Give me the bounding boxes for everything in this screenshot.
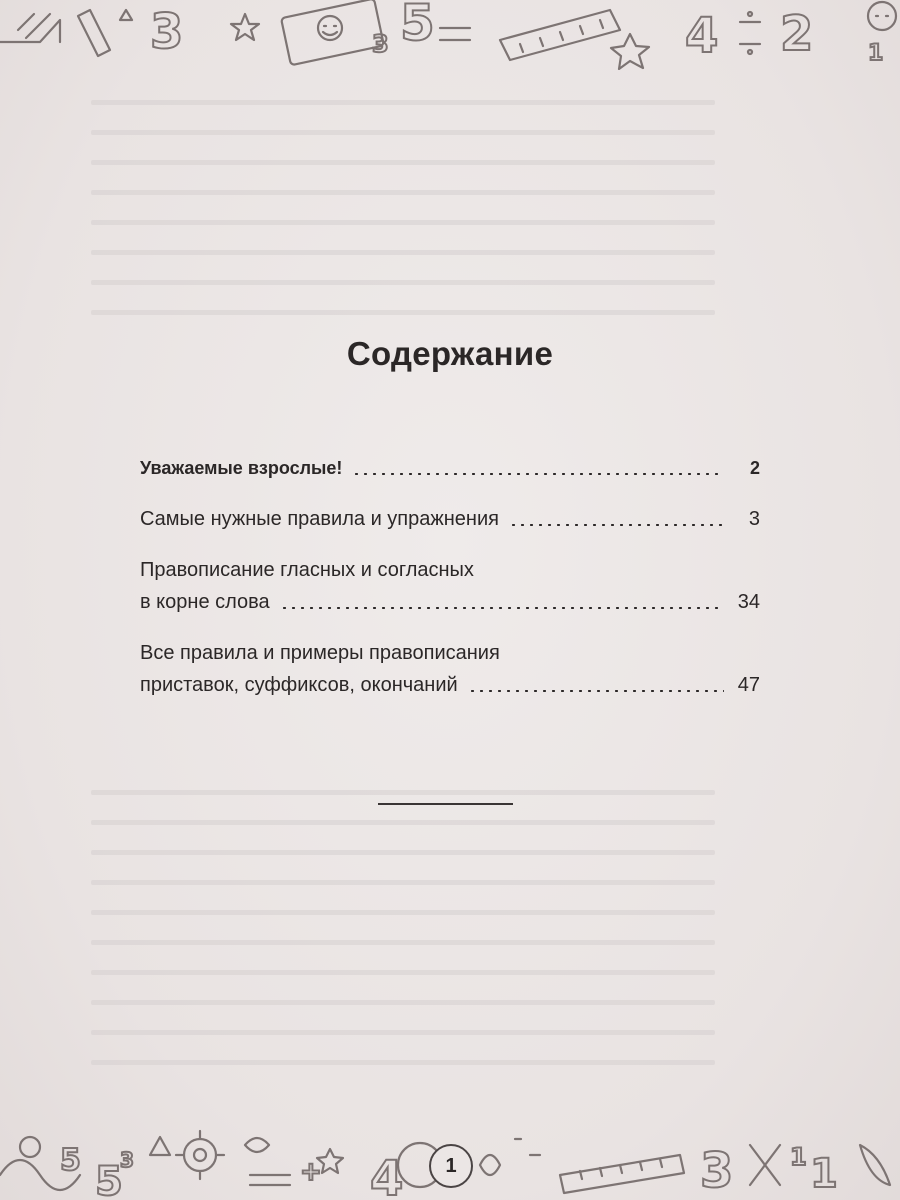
divider-rule xyxy=(378,803,513,805)
page-title: Содержание xyxy=(346,335,554,372)
ghost-line xyxy=(91,1030,715,1035)
svg-text:5: 5 xyxy=(400,0,435,52)
svg-text:4: 4 xyxy=(685,8,719,64)
svg-text:+: + xyxy=(300,1157,322,1187)
ghost-line xyxy=(91,1000,715,1005)
svg-text:3: 3 xyxy=(372,30,389,58)
toc-entry[interactable] xyxy=(140,637,760,701)
ghost-line xyxy=(91,220,715,225)
toc-entry-label-line1: Правописание гласных и согласных xyxy=(140,559,474,581)
table-of-contents xyxy=(140,452,760,701)
school-doodle-border-top xyxy=(0,0,900,70)
toc-page-number: 47 xyxy=(737,674,760,696)
svg-text:3: 3 xyxy=(150,4,184,60)
ghost-line xyxy=(91,970,715,975)
toc-entry[interactable] xyxy=(140,503,760,535)
svg-text:4: 4 xyxy=(370,1151,404,1200)
toc-leader-dots xyxy=(509,524,724,526)
ghost-line xyxy=(91,910,715,915)
ghost-line xyxy=(91,100,715,105)
svg-text:3: 3 xyxy=(120,1148,134,1172)
toc-entry[interactable] xyxy=(140,554,760,618)
ghost-line xyxy=(91,190,715,195)
ghost-line xyxy=(91,160,715,165)
ghost-line xyxy=(91,1060,715,1065)
ghost-line xyxy=(91,250,715,255)
svg-text:2: 2 xyxy=(780,6,814,62)
toc-page-number: 2 xyxy=(749,458,760,478)
toc-entry-label: Самые нужные правила и упражнения xyxy=(140,508,499,530)
toc-entry-label-line2: приставок, суффиксов, окончаний xyxy=(140,674,458,696)
ghost-line xyxy=(91,940,715,945)
toc-entry-label: Уважаемые взрослые! xyxy=(140,458,343,478)
toc-entry-label-line1: Все правила и примеры правописания xyxy=(140,642,500,664)
svg-text:5: 5 xyxy=(60,1143,81,1178)
toc-page-number: 34 xyxy=(737,591,760,613)
page-number: 1 xyxy=(429,1144,473,1188)
toc-entry[interactable] xyxy=(140,452,760,484)
svg-text:1: 1 xyxy=(790,1143,807,1171)
toc-page-number: 3 xyxy=(748,508,760,530)
ghost-line xyxy=(91,820,715,825)
svg-text:3: 3 xyxy=(700,1143,734,1199)
svg-text:5: 5 xyxy=(95,1159,123,1200)
ghost-line xyxy=(91,310,715,315)
ghost-line xyxy=(91,280,715,285)
ghost-line xyxy=(91,850,715,855)
ghost-line xyxy=(91,130,715,135)
toc-leader-dots xyxy=(280,607,724,609)
toc-entry-label-line2: в корне слова xyxy=(140,591,270,613)
svg-text:1: 1 xyxy=(810,1151,838,1197)
svg-text:1: 1 xyxy=(868,41,884,66)
ghost-line xyxy=(91,880,715,885)
toc-leader-dots xyxy=(352,473,724,475)
toc-leader-dots xyxy=(468,690,724,692)
ghost-line xyxy=(91,790,715,795)
